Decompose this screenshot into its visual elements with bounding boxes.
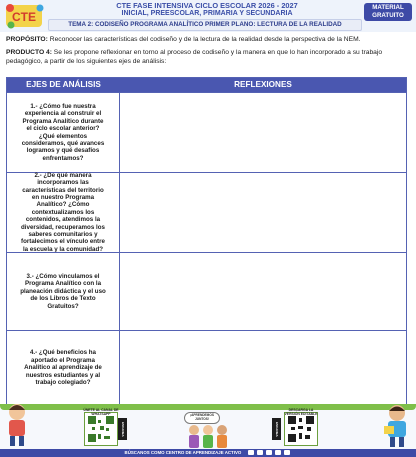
title-line-2: INICIAL, PREESCOLAR, PRIMARIA Y SECUNDARIA bbox=[121, 10, 293, 17]
table-row bbox=[7, 330, 406, 405]
child-illustration-icon bbox=[2, 402, 32, 448]
qr-right-label: DESCARGA LA VERSIÓN EDITABLE bbox=[284, 408, 318, 416]
column-header-ejes: EJES DE ANÁLISIS bbox=[26, 80, 101, 89]
badge-line-2: GRATUITO bbox=[372, 12, 404, 19]
question-text: 1.- ¿Cómo fue nuestra experiencia al construir el Programa Analítico durante el ciclo escolar anterior? ¿Qué elementos consideramos, qué avances logramos y qué desafíos enfrentamos? bbox=[21, 102, 105, 162]
reflection-cell[interactable] bbox=[120, 331, 406, 405]
tema-banner: TEMA 2: CODISEÑO PROGRAMA ANALÍTICO PRIMER PLANO: LECTURA DE LA REALIDAD bbox=[48, 19, 362, 31]
question-text: 4.- ¿Qué beneficios ha aportado el Programa Analítico al aprendizaje de nuestros estudiantes y al trabajo colegiado? bbox=[24, 349, 102, 387]
scan-tag-right: ESCANEA bbox=[272, 418, 281, 440]
question-cell bbox=[7, 331, 120, 405]
question-cell bbox=[7, 93, 120, 172]
bottom-bar bbox=[0, 449, 416, 457]
title-line-1: CTE FASE INTENSIVA CICLO ESCOLAR 2026 - 2027 bbox=[116, 1, 298, 10]
reflection-cell[interactable] bbox=[120, 93, 406, 172]
question-cell bbox=[7, 253, 120, 330]
producto-label: PRODUCTO 4: bbox=[6, 49, 52, 56]
reflection-table bbox=[6, 77, 407, 406]
cte-logo-icon bbox=[2, 2, 46, 30]
grass-strip bbox=[0, 404, 416, 410]
table-row bbox=[7, 92, 406, 172]
free-material-badge bbox=[364, 3, 412, 21]
proposito-paragraph bbox=[6, 36, 410, 45]
tiktok-icon[interactable] bbox=[275, 450, 281, 455]
badge-line-1: MATERIAL bbox=[372, 4, 404, 11]
reflection-cell[interactable] bbox=[120, 173, 406, 252]
facebook-icon[interactable] bbox=[257, 450, 263, 455]
reflection-cell[interactable] bbox=[120, 253, 406, 330]
child-reading-icon bbox=[380, 404, 414, 448]
youtube-icon[interactable] bbox=[248, 450, 254, 455]
producto-text: Se les propone reflexionar en torno al proceso de codiseño y la manera en que lo han incorporado a su trabajo pedagógico, a partir de los siguientes ejes de análisis: bbox=[6, 49, 383, 65]
download-qr-code-icon[interactable] bbox=[284, 412, 318, 446]
qr-left-label: ÚNETE AL CANAL DE WHATSAPP bbox=[83, 408, 119, 416]
speech-bubble: ¡APRENDEMOS JUNTOS! bbox=[184, 412, 220, 424]
question-text: 3.- ¿Cómo vinculamos el Programa Analítico con la planeación didáctica y el uso de los Libros de Texto Gratuitos? bbox=[20, 272, 106, 310]
proposito-text: Reconocer las características del codiseño y de la lectura de la realidad desde la perspectiva de la NEM. bbox=[47, 36, 361, 43]
question-cell bbox=[7, 173, 120, 252]
logo-text: CTE bbox=[12, 10, 36, 24]
producto-paragraph bbox=[6, 49, 410, 66]
column-header-reflexiones: REFLEXIONES bbox=[234, 80, 292, 89]
whatsapp-qr-code-icon[interactable] bbox=[84, 412, 118, 446]
social-icons bbox=[247, 449, 292, 457]
telegram-icon[interactable] bbox=[284, 450, 290, 455]
table-row bbox=[7, 172, 406, 252]
question-text: 2.- ¿De qué manera incorporamos las características del territorio en nuestro Programa Analítico? ¿Cómo contextualizamos los contenidos, atendimos la diversidad, recuperamos los saberes comunitarios y fortalecimos el vínculo entre la escuela y la comunidad? bbox=[21, 171, 105, 253]
page-header bbox=[0, 0, 416, 32]
scan-tag-left: ESCANEA bbox=[118, 418, 127, 440]
children-group-icon bbox=[186, 424, 230, 448]
table-row bbox=[7, 252, 406, 330]
proposito-label: PROPÓSITO: bbox=[6, 36, 48, 43]
instagram-icon[interactable] bbox=[266, 450, 272, 455]
table-header bbox=[7, 78, 406, 92]
header-title bbox=[52, 2, 362, 18]
bottom-bar-text: BÚSCANOS COMO CENTRO DE APRENDIZAJE ACTIVO bbox=[124, 450, 242, 455]
